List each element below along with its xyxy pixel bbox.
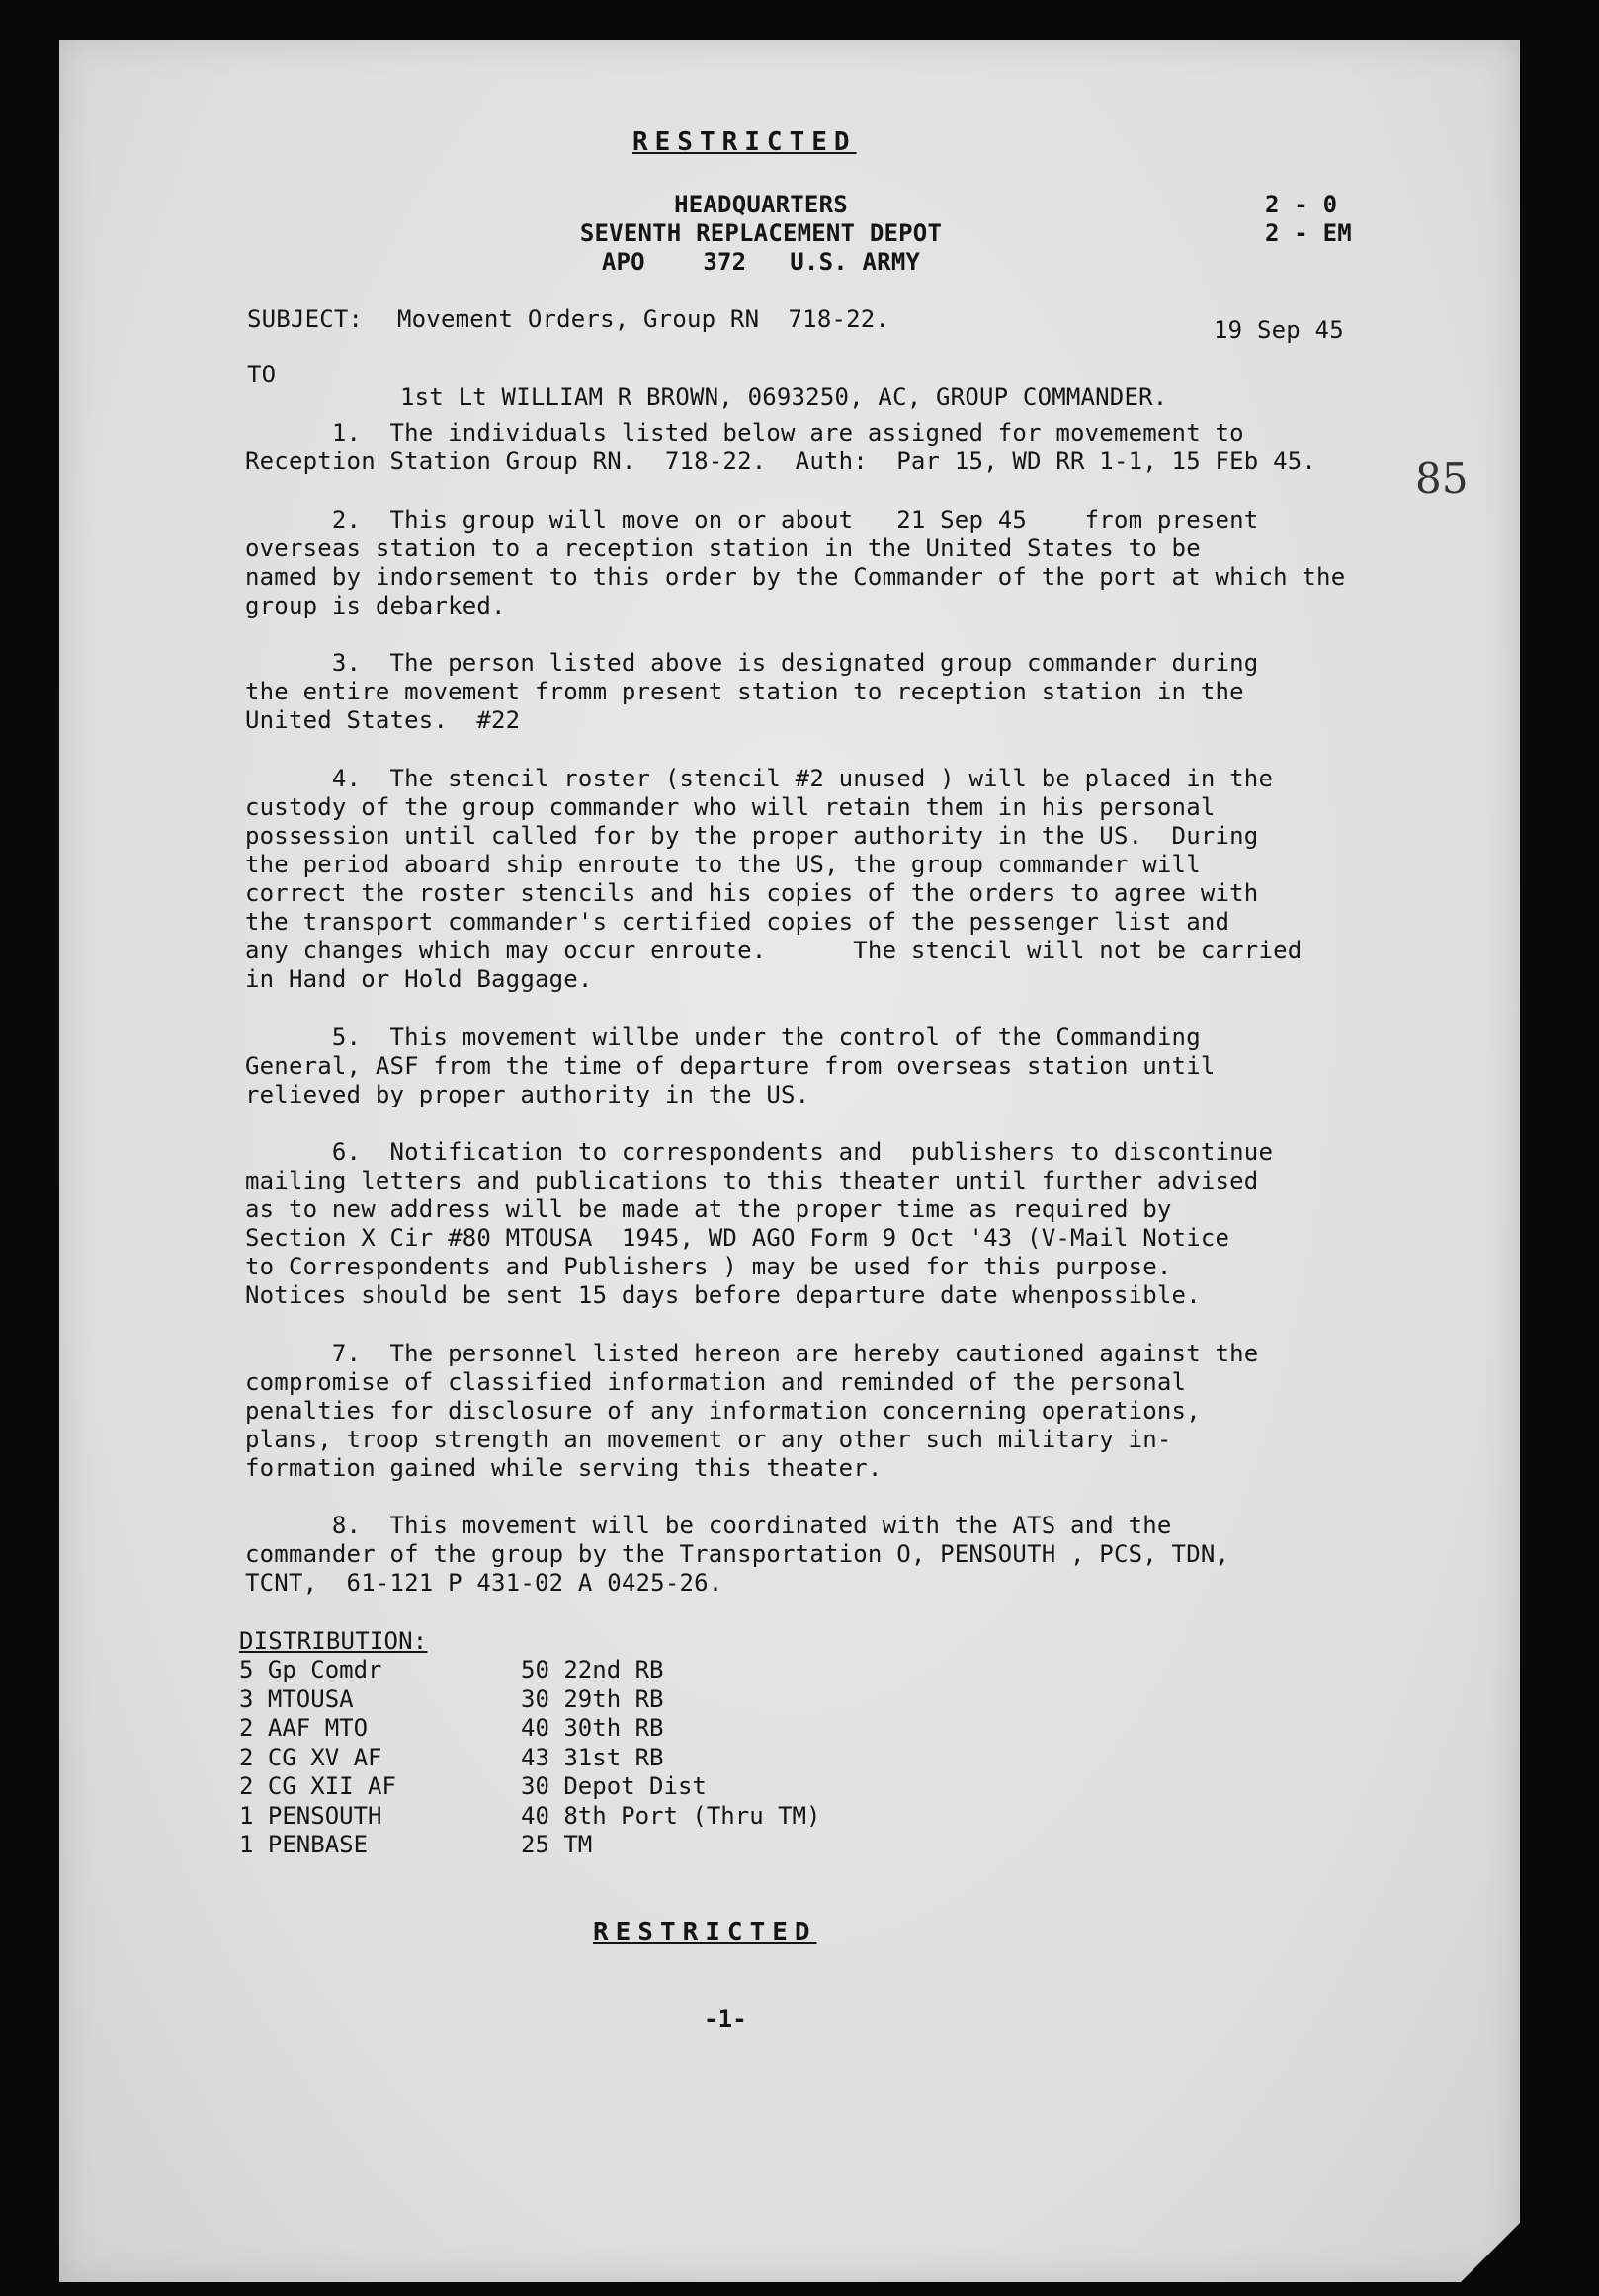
distribution-label: DISTRIBUTION:	[239, 1627, 428, 1655]
page-number: -1-	[704, 2006, 747, 2033]
distribution-item: 25 TM	[521, 1831, 593, 1858]
org-line-3: APO 372 U.S. ARMY	[601, 248, 921, 276]
p3-line-3: United States. #22	[245, 706, 521, 734]
to-label: TO	[247, 361, 277, 388]
p7-line-1: 7. The personnel listed hereon are hereby cautioned against the	[245, 1340, 1259, 1367]
p6-line-4: Section X Cir #80 MTOUSA 1945, WD AGO Form 9 Oct '43 (V-Mail Notice	[245, 1224, 1230, 1252]
distribution-item: 40 8th Port (Thru TM)	[521, 1801, 821, 1830]
p1-line-2: Reception Station Group RN. 718-22. Auth: Par 15, WD RR 1-1, 15 FEb 45.	[245, 448, 1317, 475]
p5-line-3: relieved by proper authority in the US.	[245, 1081, 810, 1108]
p4-line-8: in Hand or Hold Baggage.	[245, 965, 593, 993]
p4-line-4: the period aboard ship enroute to the US, the group commander will	[245, 851, 1201, 878]
p7-line-2: compromise of classified information and reminded of the personal	[245, 1368, 1187, 1396]
distribution-item: 2 CG XV AF	[239, 1743, 382, 1771]
distribution-right-list	[521, 1656, 820, 1860]
distribution-item: 43 31st RB	[521, 1743, 664, 1771]
distribution-item: 5 Gp Comdr	[239, 1656, 382, 1683]
p2-line-4: group is debarked.	[245, 592, 506, 619]
distribution-item: 1 PENSOUTH	[239, 1801, 382, 1830]
p2-line-2: overseas station to a reception station in the United States to be	[245, 534, 1201, 562]
ref-line-2: 2 - EM	[1265, 219, 1352, 247]
p4-line-3: possession until called for by the proper authority in the US. During	[245, 822, 1259, 850]
distribution-item: 50 22nd RB	[521, 1656, 664, 1683]
p2-line-3: named by indorsement to this order by the Commander of the port at which the	[245, 563, 1346, 591]
p4-line-7: any changes which may occur enroute. The stencil will not be carried	[245, 937, 1303, 964]
p4-line-5: correct the roster stencils and his copies of the orders to agree with	[245, 879, 1259, 907]
p2-line-1: 2. This group will move on or about 21 Sep 45 from present	[245, 506, 1259, 533]
org-line-1: HEADQUARTERS	[674, 191, 848, 218]
p6-line-6: Notices should be sent 15 days before departure date whenpossible.	[245, 1281, 1201, 1309]
ref-line-1: 2 - 0	[1265, 191, 1338, 218]
p4-line-2: custody of the group commander who will retain them in his personal	[245, 793, 1216, 821]
page-stamp: 85	[1415, 454, 1469, 503]
p8-line-3: TCNT, 61-121 P 431-02 A 0425-26.	[245, 1569, 723, 1597]
subject-label: SUBJECT:	[247, 305, 364, 333]
distribution-item: 3 MTOUSA	[239, 1684, 354, 1713]
p7-line-3: penalties for disclosure of any information concerning operations,	[245, 1397, 1201, 1425]
p5-line-2: General, ASF from the time of departure from overseas station until	[245, 1052, 1216, 1080]
p6-line-3: as to new address will be made at the proper time as required by	[245, 1195, 1172, 1223]
p8-line-2: commander of the group by the Transportation O, PENSOUTH , PCS, TDN,	[245, 1540, 1230, 1568]
p3-line-1: 3. The person listed above is designated group commander during	[245, 649, 1259, 677]
p7-line-5: formation gained while serving this theater.	[245, 1454, 883, 1482]
subject-date: 19 Sep 45	[1214, 316, 1344, 344]
p1-line-1: 1. The individuals listed below are assigned for movemement to	[245, 419, 1244, 447]
p6-line-5: to Correspondents and Publishers ) may be used for this purpose.	[245, 1253, 1172, 1280]
p5-line-1: 5. This movement willbe under the control of the Commanding	[245, 1024, 1201, 1051]
p6-line-1: 6. Notification to correspondents and publishers to discontinue	[245, 1138, 1274, 1166]
folded-corner	[1461, 2223, 1520, 2282]
distribution-item: 30 29th RB	[521, 1684, 664, 1713]
p7-line-4: plans, troop strength an movement or any other such military in-	[245, 1426, 1172, 1453]
distribution-item: 2 CG XII AF	[239, 1772, 396, 1800]
distribution-item: 1 PENBASE	[239, 1831, 369, 1858]
org-line-2: SEVENTH REPLACEMENT DEPOT	[579, 219, 943, 247]
p4-line-1: 4. The stencil roster (stencil #2 unused ) will be placed in the	[245, 765, 1274, 792]
distribution-item: 40 30th RB	[521, 1714, 664, 1742]
classification-bottom: RESTRICTED	[593, 1918, 817, 1947]
distribution-item: 2 AAF MTO	[239, 1714, 369, 1742]
subject-text: Movement Orders, Group RN 718-22.	[397, 305, 890, 333]
to-text: 1st Lt WILLIAM R BROWN, 0693250, AC, GROUP COMMANDER.	[400, 383, 1168, 411]
p8-line-1: 8. This movement will be coordinated with the ATS and the	[245, 1512, 1172, 1539]
p3-line-2: the entire movement fromm present station to reception station in the	[245, 678, 1244, 705]
distribution-left-list	[239, 1656, 396, 1860]
classification-top: RESTRICTED	[632, 127, 857, 157]
p4-line-6: the transport commander's certified copies of the pessenger list and	[245, 908, 1230, 936]
p6-line-2: mailing letters and publications to this theater until further advised	[245, 1167, 1259, 1194]
distribution-item: 30 Depot Dist	[521, 1772, 707, 1800]
